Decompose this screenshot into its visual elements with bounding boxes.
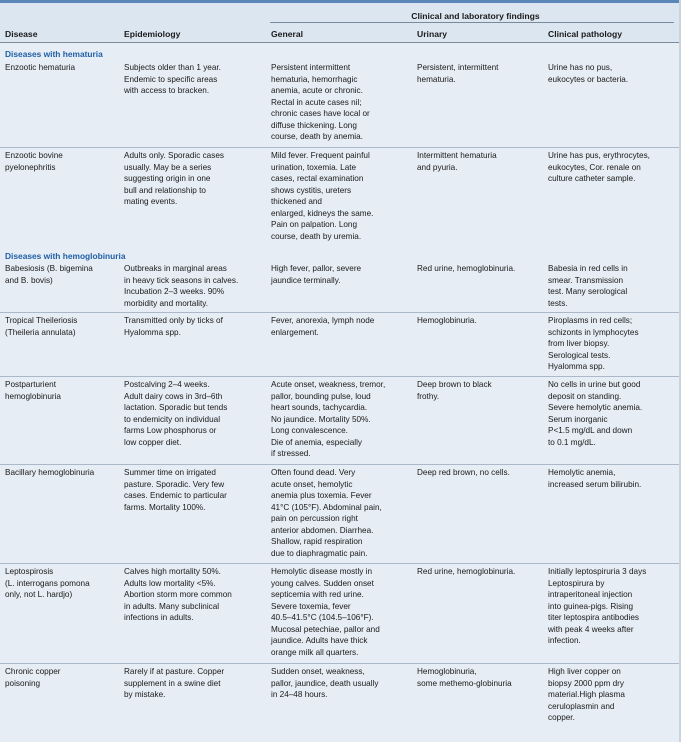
- cell-disease: Enzootic hematuria: [5, 63, 76, 72]
- cell-disease: Enzootic bovine pyelonephritis: [5, 151, 63, 172]
- col-header-general: General: [271, 29, 304, 39]
- cell-urinary: Red urine, hemoglobinuria.: [417, 567, 516, 576]
- cell-general: Fever, anorexia, lymph node enlargement.: [271, 316, 375, 337]
- cell-disease: Chronic copper poisoning: [5, 667, 61, 688]
- col-header-clinical-pathology: Clinical pathology: [548, 29, 623, 39]
- cell-general: Acute onset, weakness, tremor, pallor, bounding pulse, loud heart sounds, tachycardia. No jaundice. Mortality 50%. Long convalescence. Die of anemia, especially if stressed.: [271, 380, 386, 458]
- cell-disease: Leptospirosis (L. interrogans pomona only, not L. hardjo): [5, 567, 90, 599]
- col-header-epidemiology: Epidemiology: [124, 29, 181, 39]
- cell-disease: Babesiosis (B. bigemina and B. bovis): [5, 264, 93, 285]
- cell-urinary: Intermittent hematuria and pyuria.: [417, 151, 497, 172]
- section-heading-hemoglobinuria: Diseases with hemoglobinuria: [5, 251, 126, 261]
- row-divider: [0, 563, 681, 564]
- cell-urinary: Hemoglobinuria, some methemo-globinuria: [417, 667, 512, 688]
- cell-general: Persistent intermittent hematuria, hemorrhagic anemia, acute or chronic. Rectal in acute cases nil; chronic cases have local or diffuse thickening. Long course, death by anemia.: [271, 63, 370, 141]
- section-heading-hematuria: Diseases with hematuria: [5, 49, 103, 59]
- cell-clinical-pathology: Hemolytic anemia, increased serum bilirubin.: [548, 468, 642, 489]
- cell-epidemiology: Rarely if at pasture. Copper supplement in a swine diet by mistake.: [124, 667, 225, 699]
- row-divider: [0, 147, 681, 148]
- cell-urinary: Deep brown to black frothy.: [417, 380, 492, 401]
- cell-urinary: Deep red brown, no cells.: [417, 468, 510, 477]
- cell-clinical-pathology: Initially leptospiruria 3 days Leptospirura by intraperitoneal injection into guinea-pigs. Rising titer leptospira antibodies with peak 4 weeks after infection.: [548, 567, 647, 645]
- cell-epidemiology: Postcalving 2–4 weeks. Adult dairy cows in 3rd–6th lactation. Sporadic but tends to endemicity on individual farms Low phosphorus or low copper diet.: [124, 380, 228, 447]
- cell-clinical-pathology: Urine has pus, erythrocytes, eukocytes, Cor. renale on culture catheter sample.: [548, 151, 650, 183]
- cell-disease: Bacillary hemoglobinuria: [5, 468, 95, 477]
- cell-clinical-pathology: Urine has no pus, eukocytes or bacteria.: [548, 63, 629, 84]
- col-header-urinary: Urinary: [417, 29, 448, 39]
- cell-clinical-pathology: No cells in urine but good deposit on standing. Severe hemolytic anemia. Serum inorganic P<1.5 mg/dL and down to 0.1 mg/dL.: [548, 380, 643, 447]
- cell-general: Mild fever. Frequent painful urination, toxemia. Late cases, rectal examination shows cystitis, ureters thickened and enlarged, kidneys the same. Pain on palpation. Long course, death by uremia.: [271, 151, 374, 241]
- cell-general: Hemolytic disease mostly in young calves. Sudden onset septicemia with red urine. Severe toxemia, fever 40.5–41.5°C (104.5–106°F). Mucosal petechiae, pallor and jaundice. Adults have thick orange milk all quarters.: [271, 567, 380, 657]
- cell-disease: Tropical Theileriosis (Theileria annulata): [5, 316, 78, 337]
- cell-epidemiology: Transmitted only by ticks of Hyalomma spp.: [124, 316, 223, 337]
- cell-epidemiology: Calves high mortality 50%. Adults low mortality <5%. Abortion storm more common in adults. Many subclinical infections in adults.: [124, 567, 232, 622]
- cell-general: High fever, pallor, severe jaundice terminally.: [271, 264, 362, 285]
- cell-urinary: Hemoglobinuria.: [417, 316, 477, 325]
- row-divider: [0, 312, 681, 313]
- cell-epidemiology: Summer time on irrigated pasture. Sporadic. Very few cases. Endemic to particular farms. Mortality 100%.: [124, 468, 227, 512]
- cell-urinary: Persistent, intermittent hematuria.: [417, 63, 499, 84]
- group-rule: [270, 22, 674, 23]
- row-divider: [0, 376, 681, 377]
- cell-epidemiology: Adults only. Sporadic cases usually. May be a series suggesting origin in one bull and relationship to mating events.: [124, 151, 224, 206]
- cell-clinical-pathology: Piroplasms in red cells; schizonts in lymphocytes from liver biopsy. Serological tests. Hyalomma spp.: [548, 316, 639, 371]
- row-divider: [0, 663, 681, 664]
- cell-epidemiology: Outbreaks in marginal areas in heavy tick seasons in calves. Incubation 2–3 weeks. 90% morbidity and mortality.: [124, 264, 239, 308]
- table-body: [0, 43, 681, 742]
- cell-disease: Postparturient hemoglobinuria: [5, 380, 61, 401]
- cell-clinical-pathology: High liver copper on biopsy 2000 ppm dry material.High plasma ceruloplasmin and copper.: [548, 667, 625, 722]
- cell-general: Often found dead. Very acute onset, hemolytic anemia plus toxemia. Fever 41°C (105°F). Abdominal pain, pain on percussion right anterior abdomen. Diarrhea. Shallow, rapid respiration due to diaphragmatic pain.: [271, 468, 382, 558]
- cell-urinary: Red urine, hemoglobinuria.: [417, 264, 516, 273]
- cell-clinical-pathology: Babesia in red cells in smear. Transmission test. Many serological tests.: [548, 264, 628, 308]
- group-header: Clinical and laboratory findings: [411, 11, 540, 21]
- row-divider: [0, 464, 681, 465]
- cell-epidemiology: Subjects older than 1 year. Endemic to specific areas with access to bracken.: [124, 63, 221, 95]
- col-header-disease: Disease: [5, 29, 38, 39]
- table-header: [0, 3, 681, 43]
- cell-general: Sudden onset, weakness, pallor, jaundice, death usually in 24–48 hours.: [271, 667, 379, 699]
